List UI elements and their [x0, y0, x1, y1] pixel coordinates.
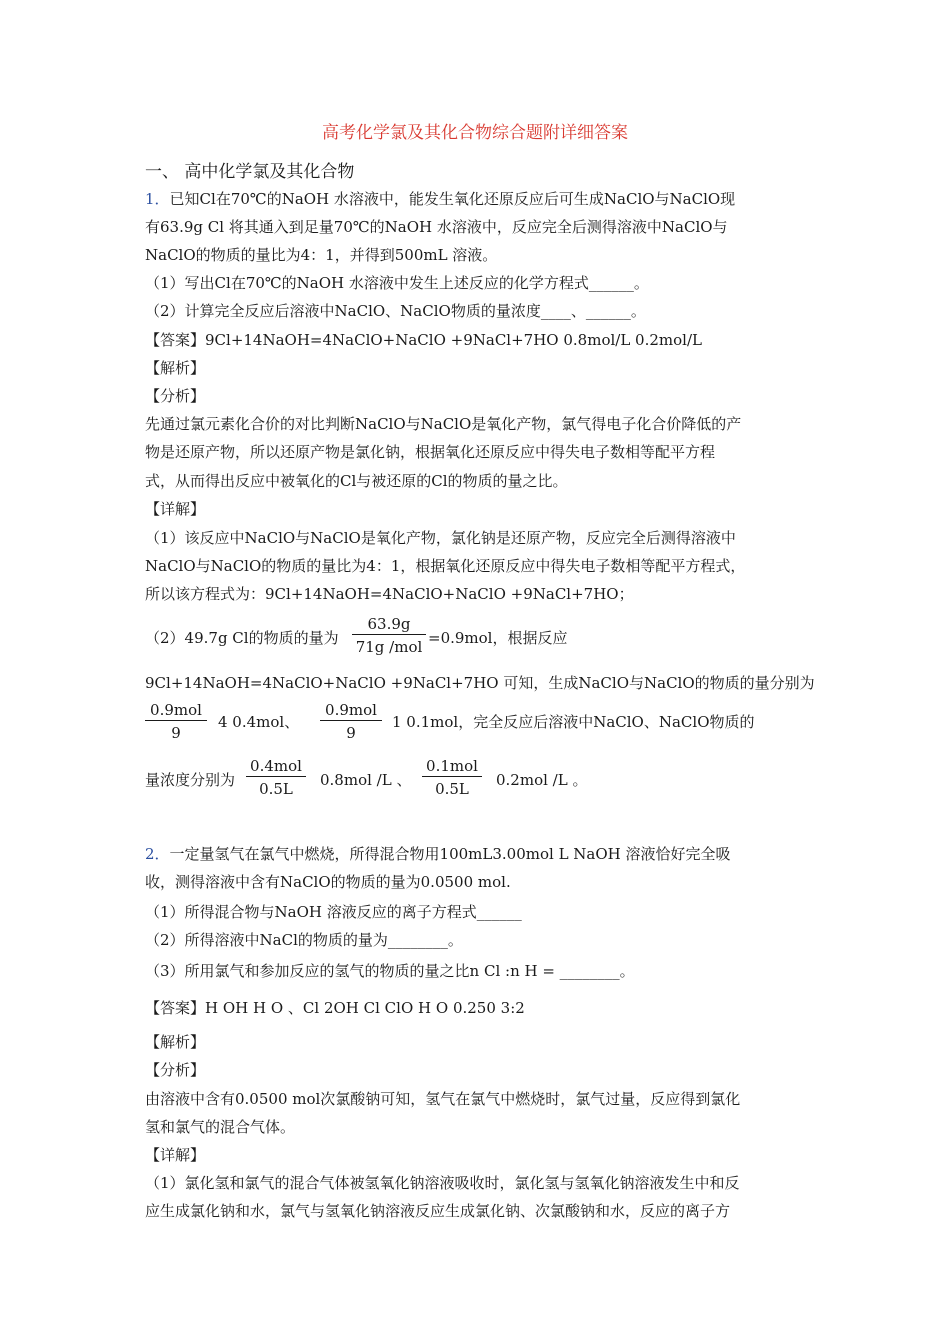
q2-detail-2: 应生成氯化钠和水，氯气与氢氧化钠溶液反应生成氯化钠、次氯酸钠和水，反应的离子方 [145, 1202, 731, 1220]
q2-sub-1: （1）所得混合物与NaOH 溶液反应的离子方程式______ [145, 903, 522, 921]
fraction-numerator: 0.9mol [150, 701, 202, 719]
q2-fenxi-1: 由溶液中含有0.0500 mol次氯酸钠可知，氢气在氯气中燃烧时，氯气过量，反应得到氯化 [145, 1090, 741, 1108]
q2-sub-2: （2）所得溶液中NaCl的物质的量为________。 [145, 931, 463, 949]
fraction-numerator: 0.4mol [250, 757, 302, 775]
q1-fenxi-3: 式，从而得出反应中被氧化的Cl与被还原的Cl的物质的量之比。 [145, 472, 568, 490]
fraction-denominator: 9 [320, 720, 382, 743]
q1-stem-2: 有63.9g Cl 将其通入到足量70℃的NaOH 水溶液中，反应完全后测得溶液中NaClO与 [145, 218, 728, 236]
q1-detail-1: （1）该反应中NaClO与NaClO是氧化产物，氯化钠是还原产物，反应完全后测得溶液中 [145, 529, 736, 547]
q1-detail-4b: =0.9mol，根据反应 [428, 629, 568, 647]
q1-sub-2: （2）计算完全反应后溶液中NaClO、NaClO物质的量浓度____、______。 [145, 302, 646, 320]
fraction-denominator: 0.5L [246, 776, 306, 799]
q2-fenxi-label: 【分析】 [145, 1061, 206, 1079]
q2-fenxi-2: 氢和氯气的混合气体。 [145, 1118, 296, 1136]
document-title: 高考化学氯及其化合物综合题附详细答案 [322, 123, 628, 143]
q1-detail-7c: 0.2mol /L 。 [496, 771, 588, 789]
q1-fenxi-1: 先通过氯元素化合价的对比判断NaClO与NaClO是氧化产物，氯气得电子化合价降低的产 [145, 415, 742, 433]
q2-answer: 【答案】H OH H O 、Cl 2OH Cl ClO H O 0.250 3:2 [145, 999, 525, 1017]
q1-detail-6b: 1 0.1mol，完全反应后溶液中NaClO、NaClO物质的 [392, 713, 755, 731]
q1-detail-3: 所以该方程式为：9Cl+14NaOH=4NaClO+NaClO +9NaCl+7HO； [145, 585, 634, 603]
q1-detail-7a: 量浓度分别为 [145, 771, 236, 789]
q2-stem-2: 收，测得溶液中含有NaClO的物质的量为0.0500 mol. [145, 873, 511, 891]
q2-analysis-label: 【解析】 [145, 1033, 206, 1051]
q2-stem-1: 一定量氢气在氯气中燃烧，所得混合物用100mL3.00mol L NaOH 溶液恰好完全吸 [169, 845, 731, 863]
fraction-molar [352, 614, 426, 657]
fraction-conc-naclo [246, 756, 306, 799]
fraction-conc-naclo3 [422, 756, 482, 799]
q2-line-1 [145, 844, 731, 864]
q1-answer: 【答案】9Cl+14NaOH=4NaClO+NaClO +9NaCl+7HO 0.8mol/L 0.2mol/L [145, 331, 702, 349]
q2-detail-label: 【详解】 [145, 1146, 206, 1164]
fraction-numerator: 63.9g [367, 615, 411, 633]
q1-detail-4a: （2）49.7g Cl的物质的量为 [145, 629, 339, 647]
q1-sub-1: （1）写出Cl在70℃的NaOH 水溶液中发生上述反应的化学方程式______。 [145, 274, 649, 292]
fraction-denominator: 0.5L [422, 776, 482, 799]
q1-stem-3: NaClO的物质的量比为4：1，并得到500mL 溶液。 [145, 246, 498, 264]
q1-number: 1． [145, 190, 170, 208]
section-heading: 一、 高中化学氯及其化合物 [145, 162, 355, 182]
q2-number: 2． [145, 845, 170, 863]
q2-sub-3: （3）所用氯气和参加反应的氢气的物质的量之比n Cl :n H = ________。 [145, 962, 635, 980]
q1-detail-6a: 4 0.4mol、 [218, 713, 300, 731]
q1-detail-7b: 0.8mol /L 、 [320, 771, 412, 789]
q1-detail-5: 9Cl+14NaOH=4NaClO+NaClO +9NaCl+7HO 可知，生成NaClO与NaClO的物质的量分别为 [145, 674, 815, 692]
fraction-naclo3 [320, 700, 382, 743]
q1-line-1 [145, 189, 735, 209]
fraction-denominator: 9 [145, 720, 207, 743]
fraction-naclo [145, 700, 207, 743]
fraction-numerator: 0.9mol [325, 701, 377, 719]
q2-detail-1: （1）氯化氢和氯气的混合气体被氢氧化钠溶液吸收时，氯化氢与氢氧化钠溶液发生中和反 [145, 1174, 740, 1192]
q1-analysis-label: 【解析】 [145, 359, 206, 377]
fraction-numerator: 0.1mol [426, 757, 478, 775]
fraction-denominator: 71g /mol [352, 634, 426, 657]
q1-stem-1: 已知Cl在70℃的NaOH 水溶液中，能发生氧化还原反应后可生成NaClO与NaClO现 [169, 190, 736, 208]
q1-fenxi-2: 物是还原产物，所以还原产物是氯化钠，根据氧化还原反应中得失电子数相等配平方程 [145, 443, 716, 461]
q1-fenxi-label: 【分析】 [145, 387, 206, 405]
q1-detail-label: 【详解】 [145, 500, 206, 518]
q1-detail-2: NaClO与NaClO的物质的量比为4：1，根据氧化还原反应中得失电子数相等配平方程式， [145, 557, 746, 575]
